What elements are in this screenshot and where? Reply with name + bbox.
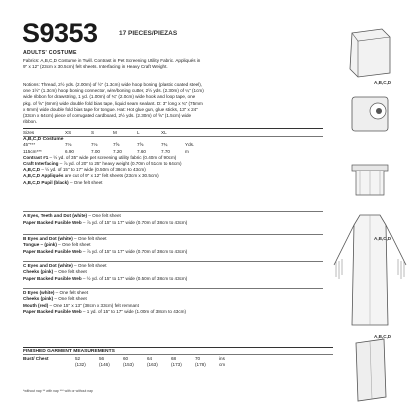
applique-bold: Mouth (red): [23, 302, 49, 308]
measure: (173): [171, 362, 182, 368]
extra-bold: Contrast #1: [23, 154, 49, 160]
applique-bold: Cheeks (pink): [23, 296, 54, 302]
cell: 6.90: [65, 148, 74, 154]
measure: 52: [75, 356, 81, 362]
measure: (163): [147, 362, 158, 368]
size-col: XL: [161, 129, 167, 135]
applique-line: [23, 220, 323, 226]
applique-bold: Paper Backed Fusible Web: [23, 308, 82, 314]
row-label: 115cm***: [23, 148, 42, 154]
finished-measurements: [23, 347, 333, 369]
view-label: A,B,C,D: [374, 236, 392, 241]
applique-bold: D Eyes (white): [23, 290, 55, 296]
applique-bold: Paper Backed Fusible Web: [23, 219, 82, 225]
applique-text: – 1 yd. of 15" to 17" wide (1.00m of 38cm to 43cm): [81, 308, 187, 314]
applique-line: [23, 249, 323, 255]
cell-unit: Yds.: [185, 142, 195, 148]
footnote: *without nap ** with nap *** with or without nap: [23, 389, 93, 393]
applique-text: – ⅞ yd. of 15" to 17" wide (0.70m of 38cm to 43cm): [81, 248, 188, 254]
costume-title: A,B,C,D Costume: [23, 137, 64, 143]
cell-unit: m: [185, 148, 189, 154]
garment-subtitle: ADULTS' COSTUME: [23, 50, 77, 56]
applique-text: – One felt sheet: [54, 290, 89, 296]
size-col: L: [137, 129, 140, 135]
extra-bold: A,B,C,D Appliqués: [23, 173, 64, 179]
extra-text: – ⅞ yd. of 20" to 25" heavy weight (0.70m of 51cm to 64cm): [58, 161, 182, 166]
gown-illustration: [334, 215, 406, 325]
notions-line: (33cm x 64cm) piece of corrugated cardboard, 2½ yds. (2.30m) of ⅝" (1.5cm) wide: [23, 113, 192, 119]
notions-line: one 1½" (1.3cm) hoop boning connector, wire/boning cutter, 2½ yds. (2.30m) of ¼" (1cm): [23, 88, 204, 94]
measure: 60: [123, 356, 129, 362]
face-illustration: [352, 97, 388, 131]
pattern-number: S9353: [22, 18, 98, 48]
applique-text: – One felt sheet: [72, 263, 107, 269]
cell: 7⅛: [91, 142, 98, 148]
applique-bold: B Eyes and Dot (white): [23, 236, 73, 242]
size-header: Sizes: [23, 129, 35, 135]
garment-illustrations: [330, 25, 410, 405]
applique-text: – ½ yd. of 15" to 17" wide (0.50m of 38cm to 43cm): [81, 275, 188, 281]
notions-line: wide ribbon for drawstring, 1 yd. (1.00m) of ¾" (2.0cm) wide hook and loop tape, one: [23, 94, 196, 100]
divider: [23, 128, 323, 129]
applique-group-a: [23, 213, 323, 225]
hat-illustration: [350, 29, 390, 77]
size-col: M: [113, 129, 117, 135]
applique-bold: C Eyes and Dot (white): [23, 263, 73, 269]
row-label: 45"***: [23, 142, 36, 148]
applique-bold: Paper Backed Fusible Web: [23, 248, 82, 254]
applique-group-b: [23, 236, 323, 255]
pieces-count: 17 PIECES/PIEZAS: [119, 30, 178, 37]
notions-line: Notions: Thread, 2½ yds. (2.00m) of ½" (1.3cm) wide hoop boning (plastic coated steel),: [23, 82, 203, 87]
measure: (178): [195, 362, 206, 368]
cell: 7.00: [91, 148, 100, 154]
fabrics-line: Fabrics: A,B,C,D Costume in Twill. Contrast in Pet Screening Utility Fabric. Appliqués in: [23, 58, 201, 63]
cell: 7⅝: [113, 142, 120, 148]
extra-line: [23, 180, 323, 186]
extra-bold: A,B,C,D: [23, 167, 41, 173]
extra-bold: Craft Interfacing: [23, 161, 59, 166]
size-table: [23, 128, 323, 186]
panel-illustration: [356, 339, 386, 401]
cell: 7.60: [137, 148, 146, 154]
notions-line: pkg. of ⅝" (6mm) wide double fold bias tape, liquid seam sealant. D: 3" long x ¾" (75mm: [23, 100, 203, 106]
cell: 7.70: [161, 148, 170, 154]
measure: (153): [123, 362, 134, 368]
applique-text: – ⅞ yd. of 15" to 17" wide (0.70m of 38cm to 43cm): [81, 219, 188, 225]
applique-text: – One felt sheet: [53, 269, 87, 275]
fabrics-line: 9" x 12" (23cm x 30.5cm) felt sheets. Interfacing in Heavy Craft Weight.: [23, 64, 168, 70]
measure: 64: [147, 356, 153, 362]
measure-unit: cm: [219, 362, 226, 368]
applique-bold: Cheeks (pink): [23, 269, 54, 275]
measure: 70: [195, 356, 201, 362]
measure: (132): [75, 362, 86, 368]
extra-text: – ½ yd. of 15" to 17" wide (0.50m of 38cm to 43cm): [40, 167, 146, 173]
measure: 68: [171, 356, 177, 362]
applique-bold: Tongue – (pink): [23, 242, 57, 248]
applique-text: – One 15" x 13" (38cm x 33cm) felt remnant: [48, 302, 139, 308]
cell: 7¾: [161, 142, 168, 148]
applique-line: [23, 276, 323, 282]
measure-unit: ins: [219, 356, 225, 362]
view-label: A,B,C,D: [374, 334, 392, 339]
applique-groups: [23, 211, 323, 315]
extra-text: are cut of 9" x 12" felt sheets (23cm x 30.5cm): [63, 173, 159, 179]
applique-text: – One felt sheet: [72, 236, 107, 242]
measure: (146): [99, 362, 110, 368]
measure: 56: [99, 356, 105, 362]
notions-section: [23, 82, 333, 125]
applique-text: – One felt sheet: [56, 242, 91, 248]
finished-label: Bust/ Chest: [23, 356, 49, 362]
cell: 7⅛: [65, 142, 72, 148]
size-col: S: [91, 129, 95, 135]
size-col: XS: [65, 129, 72, 135]
applique-bold: Paper Backed Fusible Web: [23, 275, 82, 281]
view-label: A,B,C,D: [374, 80, 392, 85]
notions-line: x 6mm) wide double fold bias tape for tongue. Hat: Hot glue gun, glue sticks, 13" x 24": [23, 106, 198, 112]
cell: 7.20: [113, 148, 122, 154]
finished-row-cm: [23, 362, 333, 368]
extra-text: – ½ yd. of 35" wide pet screening utility fabric (0.40m of 90cm): [48, 154, 177, 160]
fabrics-section: [23, 58, 333, 70]
cell: 7⅝: [137, 142, 144, 148]
applique-line: [23, 309, 323, 315]
extra-bold: A,B,C,D Pupil (black): [23, 179, 69, 185]
finished-title: FINISHED GARMENT MEASUREMENTS: [23, 348, 115, 354]
applique-text: – One felt sheet: [87, 213, 121, 219]
applique-bold: A Eyes, Teeth and Dot (white): [23, 213, 88, 219]
applique-group-d: [23, 290, 323, 315]
extra-text: – One felt sheet: [68, 179, 103, 185]
notions-line: ribbon.: [23, 119, 38, 125]
spacer: [23, 362, 75, 368]
divider: [23, 347, 333, 348]
stand-illustration: [352, 165, 388, 195]
applique-group-c: [23, 263, 323, 282]
applique-text: – One felt sheet: [53, 296, 87, 302]
